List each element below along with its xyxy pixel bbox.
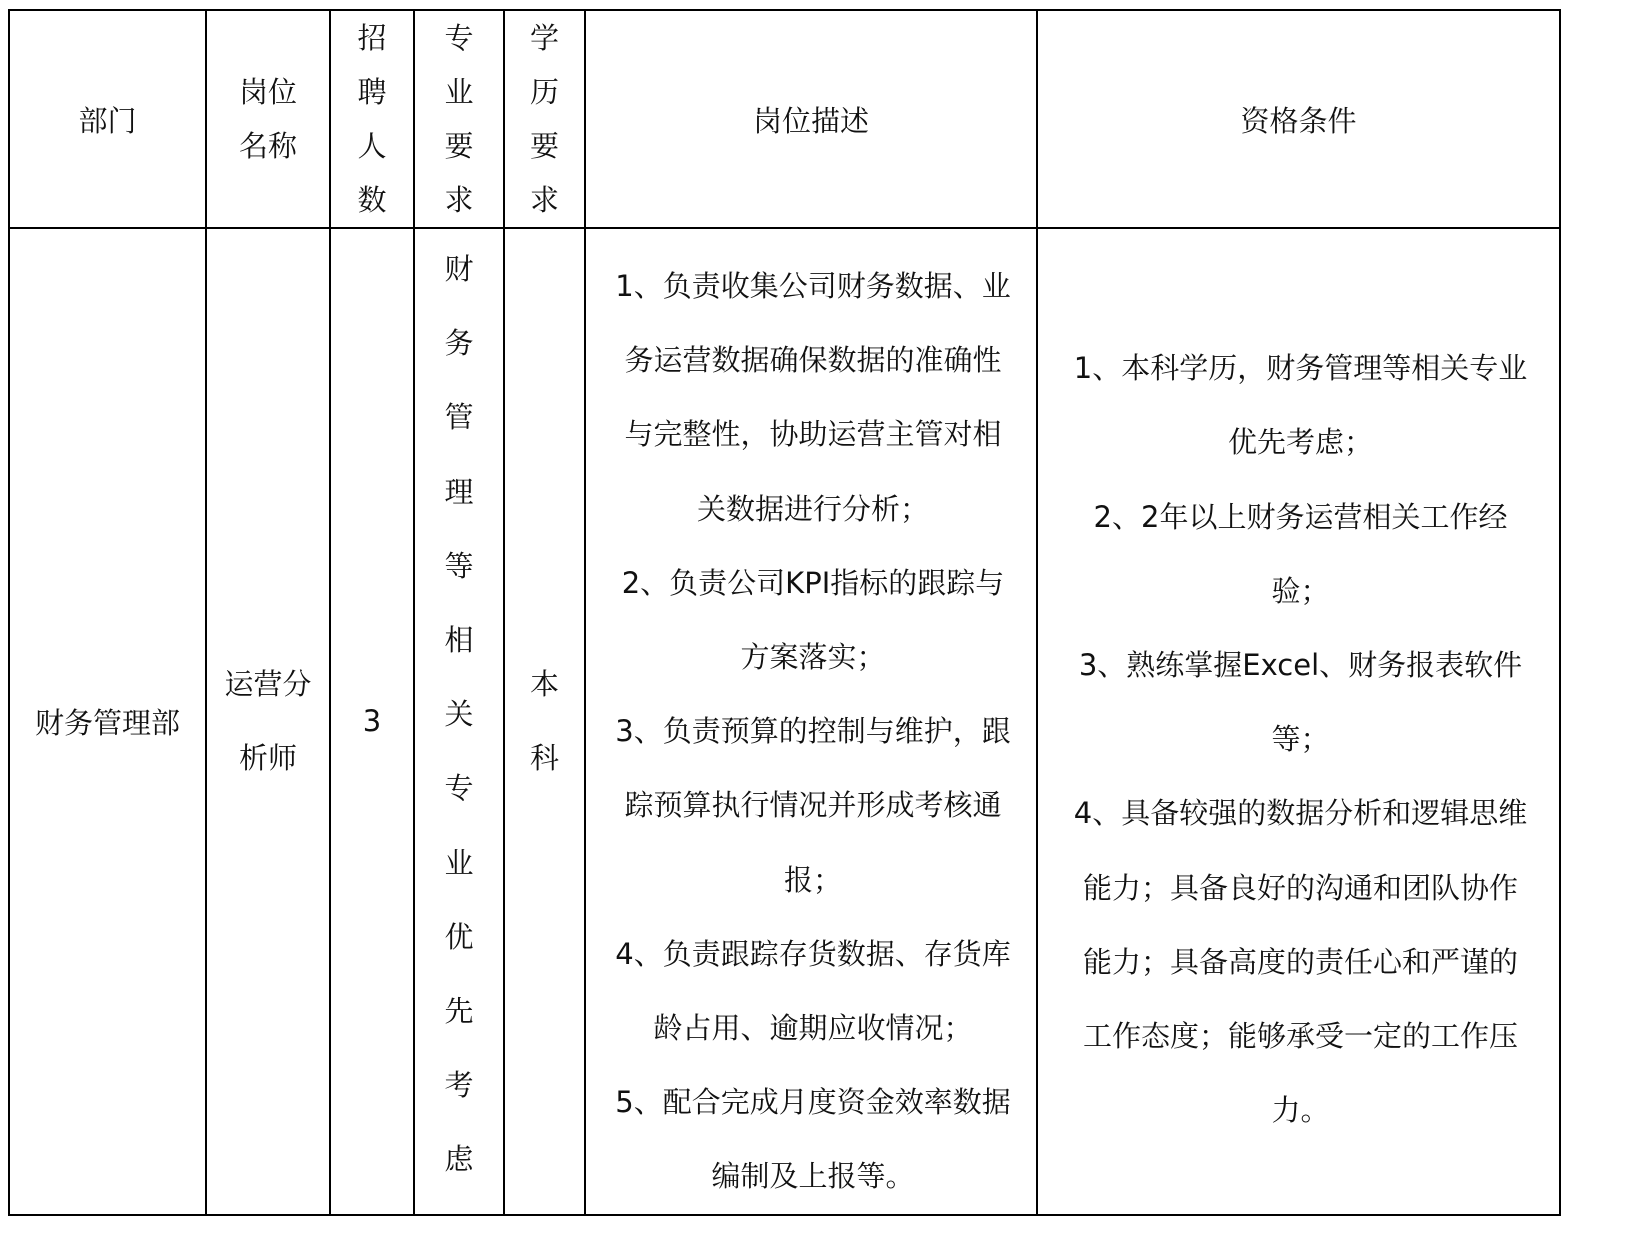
description-line: 1、负责收集公司财务数据、业 xyxy=(615,269,1011,303)
header-position-name: 岗位 名称 xyxy=(206,10,330,228)
cell-headcount: 3 xyxy=(330,228,414,1215)
qualification-line: 2、2年以上财务运营相关工作经 xyxy=(1093,499,1508,534)
description-line: 务运营数据确保数据的准确性 xyxy=(624,343,1002,378)
header-job-description: 岗位描述 xyxy=(585,10,1037,228)
qualification-line: 力。 xyxy=(1271,1093,1330,1128)
description-line: 5、配合完成月度资金效率数据 xyxy=(615,1085,1011,1120)
qualification-line: 能力；具备良好的沟通和团队协作 xyxy=(1082,870,1518,905)
cell-qualifications xyxy=(1037,228,1560,1215)
header-row xyxy=(9,10,1560,228)
header-department: 部门 xyxy=(9,10,206,228)
description-line: 报； xyxy=(783,862,842,897)
description-line: 4、负责跟踪存货数据、存货库 xyxy=(615,936,1011,971)
header-qualifications: 资格条件 xyxy=(1037,10,1560,228)
description-line: 关数据进行分析； xyxy=(696,491,929,526)
cell-department: 财务管理部 xyxy=(9,228,206,1215)
job-posting-table xyxy=(8,9,1561,1216)
cell-position-name: 运营分 析师 xyxy=(206,228,330,1215)
qualification-line: 3、熟练掌握Excel、财务报表软件 xyxy=(1078,648,1523,683)
cell-major-requirement: 财 务 管 理 等 相 关 专 业 优 先 考 虑 xyxy=(414,228,504,1215)
qualification-line: 等； xyxy=(1271,722,1330,757)
description-line: 踪预算执行情况并形成考核通 xyxy=(624,788,1002,823)
description-line: 方案落实； xyxy=(740,640,886,675)
header-education-requirement: 学 历 要 求 xyxy=(504,10,585,228)
description-line: 龄占用、逾期应收情况； xyxy=(653,1011,973,1046)
qualification-line: 优先考虑； xyxy=(1227,425,1373,460)
cell-job-description xyxy=(585,228,1037,1215)
description-line: 编制及上报等。 xyxy=(711,1159,915,1194)
qualification-line: 4、具备较强的数据分析和逻辑思维 xyxy=(1073,796,1528,831)
qualification-line: 工作态度；能够承受一定的工作压 xyxy=(1082,1019,1518,1054)
description-line: 2、负责公司KPI指标的跟踪与 xyxy=(621,565,1005,600)
qualification-line: 1、本科学历，财务管理等相关专业 xyxy=(1073,351,1528,386)
table-row xyxy=(9,228,1560,1215)
qualification-line: 验； xyxy=(1271,573,1330,608)
qualification-line: 能力；具备高度的责任心和严谨的 xyxy=(1082,944,1518,979)
cell-education-requirement: 本 科 xyxy=(504,228,585,1215)
description-line: 与完整性，协助运营主管对相 xyxy=(624,417,1002,452)
header-headcount: 招 聘 人 数 xyxy=(330,10,414,228)
header-major-requirement: 专 业 要 求 xyxy=(414,10,504,228)
description-line: 3、负责预算的控制与维护，跟 xyxy=(615,714,1011,749)
